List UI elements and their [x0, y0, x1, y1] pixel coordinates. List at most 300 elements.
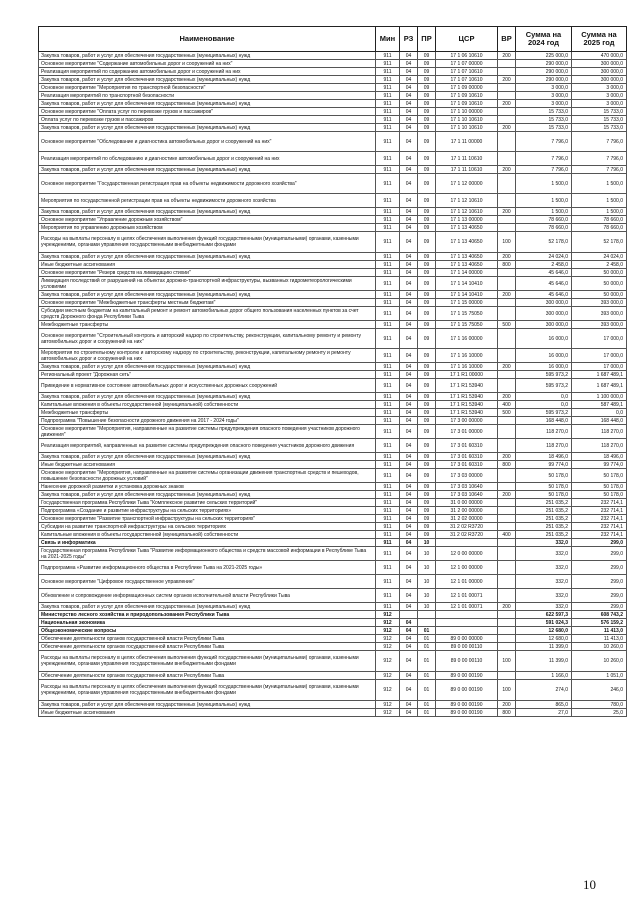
row-vr	[498, 84, 516, 92]
row-min: 912	[376, 701, 400, 709]
row-csr: 17 1 12 10610	[436, 194, 498, 208]
row-sum-2024: 3 000,0	[516, 100, 572, 108]
row-sum-2024: 290 000,0	[516, 60, 572, 68]
row-name: Мероприятия по управлению дорожным хозяйством	[39, 224, 376, 232]
row-sum-2024: 7 796,0	[516, 152, 572, 166]
row-vr	[498, 152, 516, 166]
row-csr: 17 1 R1 53940	[436, 379, 498, 393]
row-sum-2025: 50 000,0	[572, 277, 627, 291]
row-csr: 31 0 00 00000	[436, 499, 498, 507]
row-sum-2024: 3 000,0	[516, 92, 572, 100]
row-csr: 17 1 R1 00000	[436, 371, 498, 379]
row-sum-2024: 16 000,0	[516, 329, 572, 349]
table-row	[39, 643, 627, 651]
row-min: 912	[376, 635, 400, 643]
row-name: Основное мероприятие "Управление дорожным хозяйством"	[39, 216, 376, 224]
row-name: Основное мероприятие "Мероприятия, направленные на развитие системы предупреждения опасного поведения участников дорожного движения"	[39, 425, 376, 439]
table-row	[39, 307, 627, 321]
row-pr: 10	[418, 547, 436, 561]
row-rz: 04	[400, 439, 418, 453]
row-min: 911	[376, 84, 400, 92]
table-row	[39, 635, 627, 643]
row-sum-2025: 393 000,0	[572, 321, 627, 329]
table-body	[39, 52, 627, 717]
row-name: Закупка товаров, работ и услуг для обеспечения государственных (муниципальных) нужд	[39, 124, 376, 132]
row-min: 911	[376, 232, 400, 253]
row-sum-2024: 332,0	[516, 589, 572, 603]
row-csr: 17 3 01 00000	[436, 425, 498, 439]
row-vr	[498, 68, 516, 76]
row-rz: 04	[400, 453, 418, 461]
table-row	[39, 76, 627, 84]
row-rz: 04	[400, 425, 418, 439]
row-name: Основное мероприятие "Государственная регистрация прав на объекты недвижимости дорожного хозяйства"	[39, 174, 376, 194]
table-row	[39, 174, 627, 194]
row-vr	[498, 611, 516, 619]
row-pr: 01	[418, 709, 436, 717]
row-min: 911	[376, 461, 400, 469]
row-sum-2025: 78 660,0	[572, 216, 627, 224]
table-row	[39, 561, 627, 575]
row-sum-2025: 299,0	[572, 547, 627, 561]
row-min: 911	[376, 425, 400, 439]
row-vr	[498, 269, 516, 277]
row-rz: 04	[400, 589, 418, 603]
row-sum-2025: 10 260,0	[572, 643, 627, 651]
row-csr	[436, 611, 498, 619]
row-csr: 17 3 00 00000	[436, 417, 498, 425]
row-sum-2025: 232 714,1	[572, 531, 627, 539]
row-rz: 04	[400, 269, 418, 277]
row-vr	[498, 371, 516, 379]
row-rz: 04	[400, 174, 418, 194]
table-row	[39, 68, 627, 76]
row-vr	[498, 194, 516, 208]
row-csr: 17 1 10 10610	[436, 116, 498, 124]
row-sum-2024: 11 399,0	[516, 651, 572, 672]
row-min: 911	[376, 561, 400, 575]
row-pr: 09	[418, 393, 436, 401]
row-name: Основное мероприятие "Мероприятия, направленные на развитие системы организации движения транспортных средств и пешеходов, повышение безопасности дорожных условий"	[39, 469, 376, 483]
row-name: Основное мероприятие "Развитие транспортной инфраструктуры на сельских территориях"	[39, 515, 376, 523]
row-csr: 17 1 11 10610	[436, 152, 498, 166]
row-sum-2024: 300 000,0	[516, 321, 572, 329]
row-name: Нанесение дорожной разметки и установка дорожных знаков	[39, 483, 376, 491]
row-rz: 04	[400, 483, 418, 491]
row-min: 911	[376, 371, 400, 379]
row-csr: 17 1 16 00000	[436, 329, 498, 349]
row-name: Обновление и сопровождение информационных систем органов исполнительной власти Республики Тыва	[39, 589, 376, 603]
table-row	[39, 401, 627, 409]
row-sum-2024: 168 448,0	[516, 417, 572, 425]
row-rz: 04	[400, 619, 418, 627]
row-rz: 04	[400, 672, 418, 680]
row-sum-2025: 15 733,0	[572, 116, 627, 124]
row-vr: 400	[498, 401, 516, 409]
row-name: Мероприятия по строительному контролю и авторскому надзору по строительству, реконструкции, капитальному ремонту и ремонту автомобильных дорог и сооружений на них	[39, 349, 376, 363]
row-name: Министерство лесного хозяйства и природопользования Республики Тыва	[39, 611, 376, 619]
row-vr: 500	[498, 321, 516, 329]
row-csr: 89 0 00 00110	[436, 643, 498, 651]
row-rz: 04	[400, 603, 418, 611]
table-row	[39, 589, 627, 603]
row-min: 911	[376, 363, 400, 371]
row-sum-2024: 1 166,0	[516, 672, 572, 680]
row-sum-2024: 50 178,0	[516, 483, 572, 491]
budget-table	[38, 26, 627, 717]
table-row	[39, 575, 627, 589]
row-pr	[418, 611, 436, 619]
row-csr: 17 1 14 00000	[436, 269, 498, 277]
row-rz: 04	[400, 547, 418, 561]
row-pr: 10	[418, 539, 436, 547]
row-name: Субсидии местным бюджетам на капитальный ремонт и ремонт автомобильных дорог общего пользования населенных пунктов за счет средств Дорожного фонда Республики Тыва	[39, 307, 376, 321]
table-row	[39, 611, 627, 619]
row-name: Основное мероприятие "Оплата услуг по перевозке грузов и пассажиров"	[39, 108, 376, 116]
row-name: Основное мероприятие "Содержание автомобильных дорог и сооружений на них"	[39, 60, 376, 68]
row-sum-2025: 168 448,0	[572, 417, 627, 425]
table-row	[39, 166, 627, 174]
row-name: Расходы на выплаты персоналу в целях обеспечения выполнения функций государственными (муниципальными) органами, казенными учреждениями, органами управления государственными внебюджетными фондами	[39, 232, 376, 253]
row-csr: 89 0 00 00000	[436, 635, 498, 643]
table-row	[39, 417, 627, 425]
row-rz: 04	[400, 561, 418, 575]
row-sum-2024: 332,0	[516, 603, 572, 611]
row-sum-2024: 15 733,0	[516, 124, 572, 132]
row-name: Подпрограмма «Создание и развитие инфраструктуры на сельских территориях»	[39, 507, 376, 515]
row-vr	[498, 672, 516, 680]
row-sum-2024: 225 000,0	[516, 52, 572, 60]
row-sum-2025: 393 000,0	[572, 299, 627, 307]
table-row	[39, 116, 627, 124]
row-rz: 04	[400, 651, 418, 672]
row-name: Государственная программа Республики Тыва "Развитие информационного общества и средств массовой информации в Республике Тыва на 2021-2025 годы"	[39, 547, 376, 561]
row-pr: 09	[418, 531, 436, 539]
row-csr: 17 1 16 10000	[436, 349, 498, 363]
row-csr: 89 0 00 00190	[436, 672, 498, 680]
row-name: Закупка товаров, работ и услуг для обеспечения государственных (муниципальных) нужд	[39, 393, 376, 401]
row-sum-2024: 251 035,2	[516, 523, 572, 531]
row-csr: 89 0 00 00110	[436, 651, 498, 672]
row-sum-2025: 587 489,1	[572, 401, 627, 409]
row-sum-2024: 45 646,0	[516, 291, 572, 299]
row-csr: 12 1 01 00071	[436, 589, 498, 603]
row-pr: 09	[418, 92, 436, 100]
row-min: 911	[376, 277, 400, 291]
row-min: 912	[376, 611, 400, 619]
row-sum-2024: 52 178,0	[516, 232, 572, 253]
row-csr: 17 1 15 75050	[436, 307, 498, 321]
row-name: Приведение в нормативное состояние автомобильных дорог и искусственных дорожных сооружений	[39, 379, 376, 393]
table-row	[39, 124, 627, 132]
row-sum-2024: 7 796,0	[516, 132, 572, 152]
row-sum-2024: 332,0	[516, 547, 572, 561]
row-rz: 04	[400, 224, 418, 232]
row-min: 911	[376, 401, 400, 409]
row-name: Закупка товаров, работ и услуг для обеспечения государственных (муниципальных) нужд	[39, 76, 376, 84]
row-rz: 04	[400, 491, 418, 499]
row-sum-2025: 24 024,0	[572, 253, 627, 261]
row-csr: 31 2 00 00000	[436, 507, 498, 515]
row-sum-2025: 1 687 489,1	[572, 371, 627, 379]
row-sum-2025: 118 270,0	[572, 425, 627, 439]
header-vr: ВР	[498, 27, 516, 52]
row-csr: 17 1 13 40650	[436, 232, 498, 253]
row-sum-2025: 246,0	[572, 680, 627, 701]
row-sum-2024: 591 024,3	[516, 619, 572, 627]
row-sum-2024: 865,0	[516, 701, 572, 709]
row-sum-2025: 232 714,1	[572, 499, 627, 507]
row-sum-2024: 300 000,0	[516, 307, 572, 321]
row-name: Национальная экономика	[39, 619, 376, 627]
row-sum-2024: 2 458,0	[516, 261, 572, 269]
row-sum-2025: 1 100 000,0	[572, 393, 627, 401]
row-pr: 09	[418, 100, 436, 108]
row-pr: 09	[418, 409, 436, 417]
table-row	[39, 701, 627, 709]
row-min: 911	[376, 409, 400, 417]
row-sum-2024: 290 000,0	[516, 76, 572, 84]
row-sum-2024: 99 774,0	[516, 461, 572, 469]
row-min: 911	[376, 208, 400, 216]
table-row	[39, 523, 627, 531]
row-name: Межбюджетные трансферты	[39, 321, 376, 329]
header-name: Наименование	[39, 27, 376, 52]
row-min: 911	[376, 68, 400, 76]
row-name: Иные бюджетные ассигнования	[39, 261, 376, 269]
row-csr: 17 1 R1 53940	[436, 409, 498, 417]
row-vr: 100	[498, 651, 516, 672]
row-pr: 09	[418, 174, 436, 194]
table-row	[39, 52, 627, 60]
row-pr: 09	[418, 439, 436, 453]
row-sum-2024: 595 973,2	[516, 409, 572, 417]
row-pr: 09	[418, 461, 436, 469]
table-row	[39, 100, 627, 108]
row-min: 911	[376, 531, 400, 539]
row-vr	[498, 575, 516, 589]
row-min: 911	[376, 507, 400, 515]
row-min: 911	[376, 216, 400, 224]
row-vr	[498, 329, 516, 349]
row-name: Закупка товаров, работ и услуг для обеспечения государственных (муниципальных) нужд	[39, 208, 376, 216]
row-min: 911	[376, 60, 400, 68]
table-row	[39, 208, 627, 216]
row-vr	[498, 417, 516, 425]
table-row	[39, 603, 627, 611]
row-min: 911	[376, 575, 400, 589]
row-rz: 04	[400, 92, 418, 100]
row-vr	[498, 507, 516, 515]
row-csr: 17 1 07 10610	[436, 68, 498, 76]
row-name: Оплата услуг по перевозке грузов и пассажиров	[39, 116, 376, 124]
row-csr: 17 3 01 60310	[436, 453, 498, 461]
row-min: 911	[376, 539, 400, 547]
row-sum-2024: 1 500,0	[516, 208, 572, 216]
row-sum-2024: 16 000,0	[516, 363, 572, 371]
row-sum-2024: 332,0	[516, 575, 572, 589]
row-vr: 200	[498, 393, 516, 401]
row-sum-2025: 299,0	[572, 603, 627, 611]
row-sum-2024: 622 597,3	[516, 611, 572, 619]
row-vr	[498, 627, 516, 635]
table-row	[39, 224, 627, 232]
row-min: 911	[376, 329, 400, 349]
row-min: 911	[376, 269, 400, 277]
row-name: Обеспечение деятельности органов государственной власти Республики Тыва	[39, 672, 376, 680]
row-name: Закупка товаров, работ и услуг для обеспечения государственных (муниципальных) нужд	[39, 701, 376, 709]
row-sum-2025: 1 500,0	[572, 174, 627, 194]
row-vr	[498, 132, 516, 152]
row-pr: 10	[418, 589, 436, 603]
row-pr: 09	[418, 453, 436, 461]
row-pr: 09	[418, 277, 436, 291]
row-name: Общеэкономические вопросы	[39, 627, 376, 635]
row-min: 911	[376, 589, 400, 603]
row-name: Закупка товаров, работ и услуг для обеспечения государственных (муниципальных) нужд	[39, 52, 376, 60]
row-vr	[498, 539, 516, 547]
row-name: Закупка товаров, работ и услуг для обеспечения государственных (муниципальных) нужд	[39, 603, 376, 611]
row-vr	[498, 349, 516, 363]
row-rz: 04	[400, 701, 418, 709]
row-pr: 09	[418, 194, 436, 208]
row-pr	[418, 619, 436, 627]
row-rz: 04	[400, 108, 418, 116]
row-sum-2025: 17 000,0	[572, 363, 627, 371]
row-sum-2025: 99 774,0	[572, 461, 627, 469]
row-vr	[498, 425, 516, 439]
row-rz: 04	[400, 277, 418, 291]
row-name: Расходы на выплаты персоналу в целях обеспечения выполнения функций государственными (муниципальными) органами, казенными учреждениями, органами управления государственными внебюджетными фондами	[39, 651, 376, 672]
row-sum-2024: 15 733,0	[516, 116, 572, 124]
row-csr: 31 2 02 R3720	[436, 531, 498, 539]
row-name: Подпрограмма "Повышение безопасности дорожного движения на 2017 - 2024 годы"	[39, 417, 376, 425]
row-csr: 12 1 01 00000	[436, 575, 498, 589]
row-rz: 04	[400, 194, 418, 208]
table-row	[39, 371, 627, 379]
table-row	[39, 393, 627, 401]
row-pr: 01	[418, 635, 436, 643]
row-pr: 09	[418, 84, 436, 92]
row-csr: 17 1 14 10410	[436, 277, 498, 291]
row-min: 911	[376, 321, 400, 329]
row-pr: 09	[418, 291, 436, 299]
row-sum-2024: 27,0	[516, 709, 572, 717]
row-name: Закупка товаров, работ и услуг для обеспечения государственных (муниципальных) нужд	[39, 291, 376, 299]
row-sum-2025: 50 178,0	[572, 469, 627, 483]
row-pr: 09	[418, 253, 436, 261]
row-pr: 10	[418, 575, 436, 589]
row-min: 911	[376, 124, 400, 132]
row-sum-2025: 11 413,0	[572, 635, 627, 643]
row-vr	[498, 547, 516, 561]
row-csr: 17 1 07 10610	[436, 76, 498, 84]
row-min: 911	[376, 92, 400, 100]
row-vr	[498, 108, 516, 116]
row-min: 911	[376, 393, 400, 401]
row-min: 912	[376, 672, 400, 680]
row-sum-2025: 300 000,0	[572, 60, 627, 68]
row-sum-2024: 118 270,0	[516, 439, 572, 453]
row-name: Иные бюджетные ассигнования	[39, 461, 376, 469]
table-row	[39, 232, 627, 253]
row-pr: 09	[418, 52, 436, 60]
row-pr: 09	[418, 349, 436, 363]
row-csr: 89 0 00 00190	[436, 701, 498, 709]
table-row	[39, 469, 627, 483]
row-csr	[436, 539, 498, 547]
row-sum-2025: 2 458,0	[572, 261, 627, 269]
row-csr: 17 1 10 00000	[436, 108, 498, 116]
row-min: 912	[376, 619, 400, 627]
row-rz: 04	[400, 363, 418, 371]
row-name: Капитальные вложения в объекты государственной (муниципальной) собственности	[39, 531, 376, 539]
row-name: Закупка товаров, работ и услуг для обеспечения государственных (муниципальных) нужд	[39, 253, 376, 261]
row-name: Государственная программа Республики Тыва "Комплексное развитие сельских территорий"	[39, 499, 376, 507]
row-rz: 04	[400, 575, 418, 589]
row-vr	[498, 483, 516, 491]
row-min: 911	[376, 439, 400, 453]
row-csr: 31 2 02 R3720	[436, 523, 498, 531]
row-vr	[498, 589, 516, 603]
row-pr: 09	[418, 152, 436, 166]
row-sum-2025: 3 000,0	[572, 100, 627, 108]
row-min: 911	[376, 174, 400, 194]
table-row	[39, 291, 627, 299]
row-name: Основное мероприятие "Строительный контроль и авторский надзор по строительству, реконструкции, капитальному ремонту и ремонту автомобильных дорог и сооружений на них"	[39, 329, 376, 349]
row-name: Реализация мероприятий по транспортной безопасности	[39, 92, 376, 100]
row-pr: 01	[418, 701, 436, 709]
row-pr: 09	[418, 321, 436, 329]
row-csr	[436, 619, 498, 627]
row-sum-2025: 50 178,0	[572, 491, 627, 499]
table-row	[39, 499, 627, 507]
row-sum-2024: 290 000,0	[516, 68, 572, 76]
row-pr: 09	[418, 216, 436, 224]
row-pr: 09	[418, 329, 436, 349]
header-sum-2025: Сумма на 2025 год	[572, 27, 627, 52]
row-rz: 04	[400, 52, 418, 60]
row-csr: 17 3 03 10640	[436, 491, 498, 499]
table-row	[39, 253, 627, 261]
row-sum-2025: 50 178,0	[572, 483, 627, 491]
row-sum-2024: 45 646,0	[516, 277, 572, 291]
row-name: Закупка товаров, работ и услуг для обеспечения государственных (муниципальных) нужд	[39, 363, 376, 371]
table-row	[39, 515, 627, 523]
row-vr	[498, 439, 516, 453]
table-row	[39, 491, 627, 499]
row-sum-2025: 17 000,0	[572, 329, 627, 349]
row-csr: 17 1 16 10000	[436, 363, 498, 371]
row-pr: 09	[418, 371, 436, 379]
row-sum-2025: 299,0	[572, 589, 627, 603]
row-min: 911	[376, 166, 400, 174]
row-sum-2024: 18 496,0	[516, 453, 572, 461]
row-name: Реализация мероприятий по обследованию и диагностике автомобильных дорог и сооружений на них	[39, 152, 376, 166]
row-pr: 09	[418, 232, 436, 253]
row-vr: 400	[498, 531, 516, 539]
row-min: 911	[376, 603, 400, 611]
row-rz: 04	[400, 499, 418, 507]
row-pr: 09	[418, 499, 436, 507]
row-name: Реализация мероприятий по содержанию автомобильных дорог и сооружений на них	[39, 68, 376, 76]
row-sum-2024: 12 680,0	[516, 635, 572, 643]
row-rz: 04	[400, 291, 418, 299]
row-csr: 17 1 R1 53940	[436, 393, 498, 401]
row-vr	[498, 379, 516, 393]
row-pr: 09	[418, 224, 436, 232]
row-min: 911	[376, 469, 400, 483]
